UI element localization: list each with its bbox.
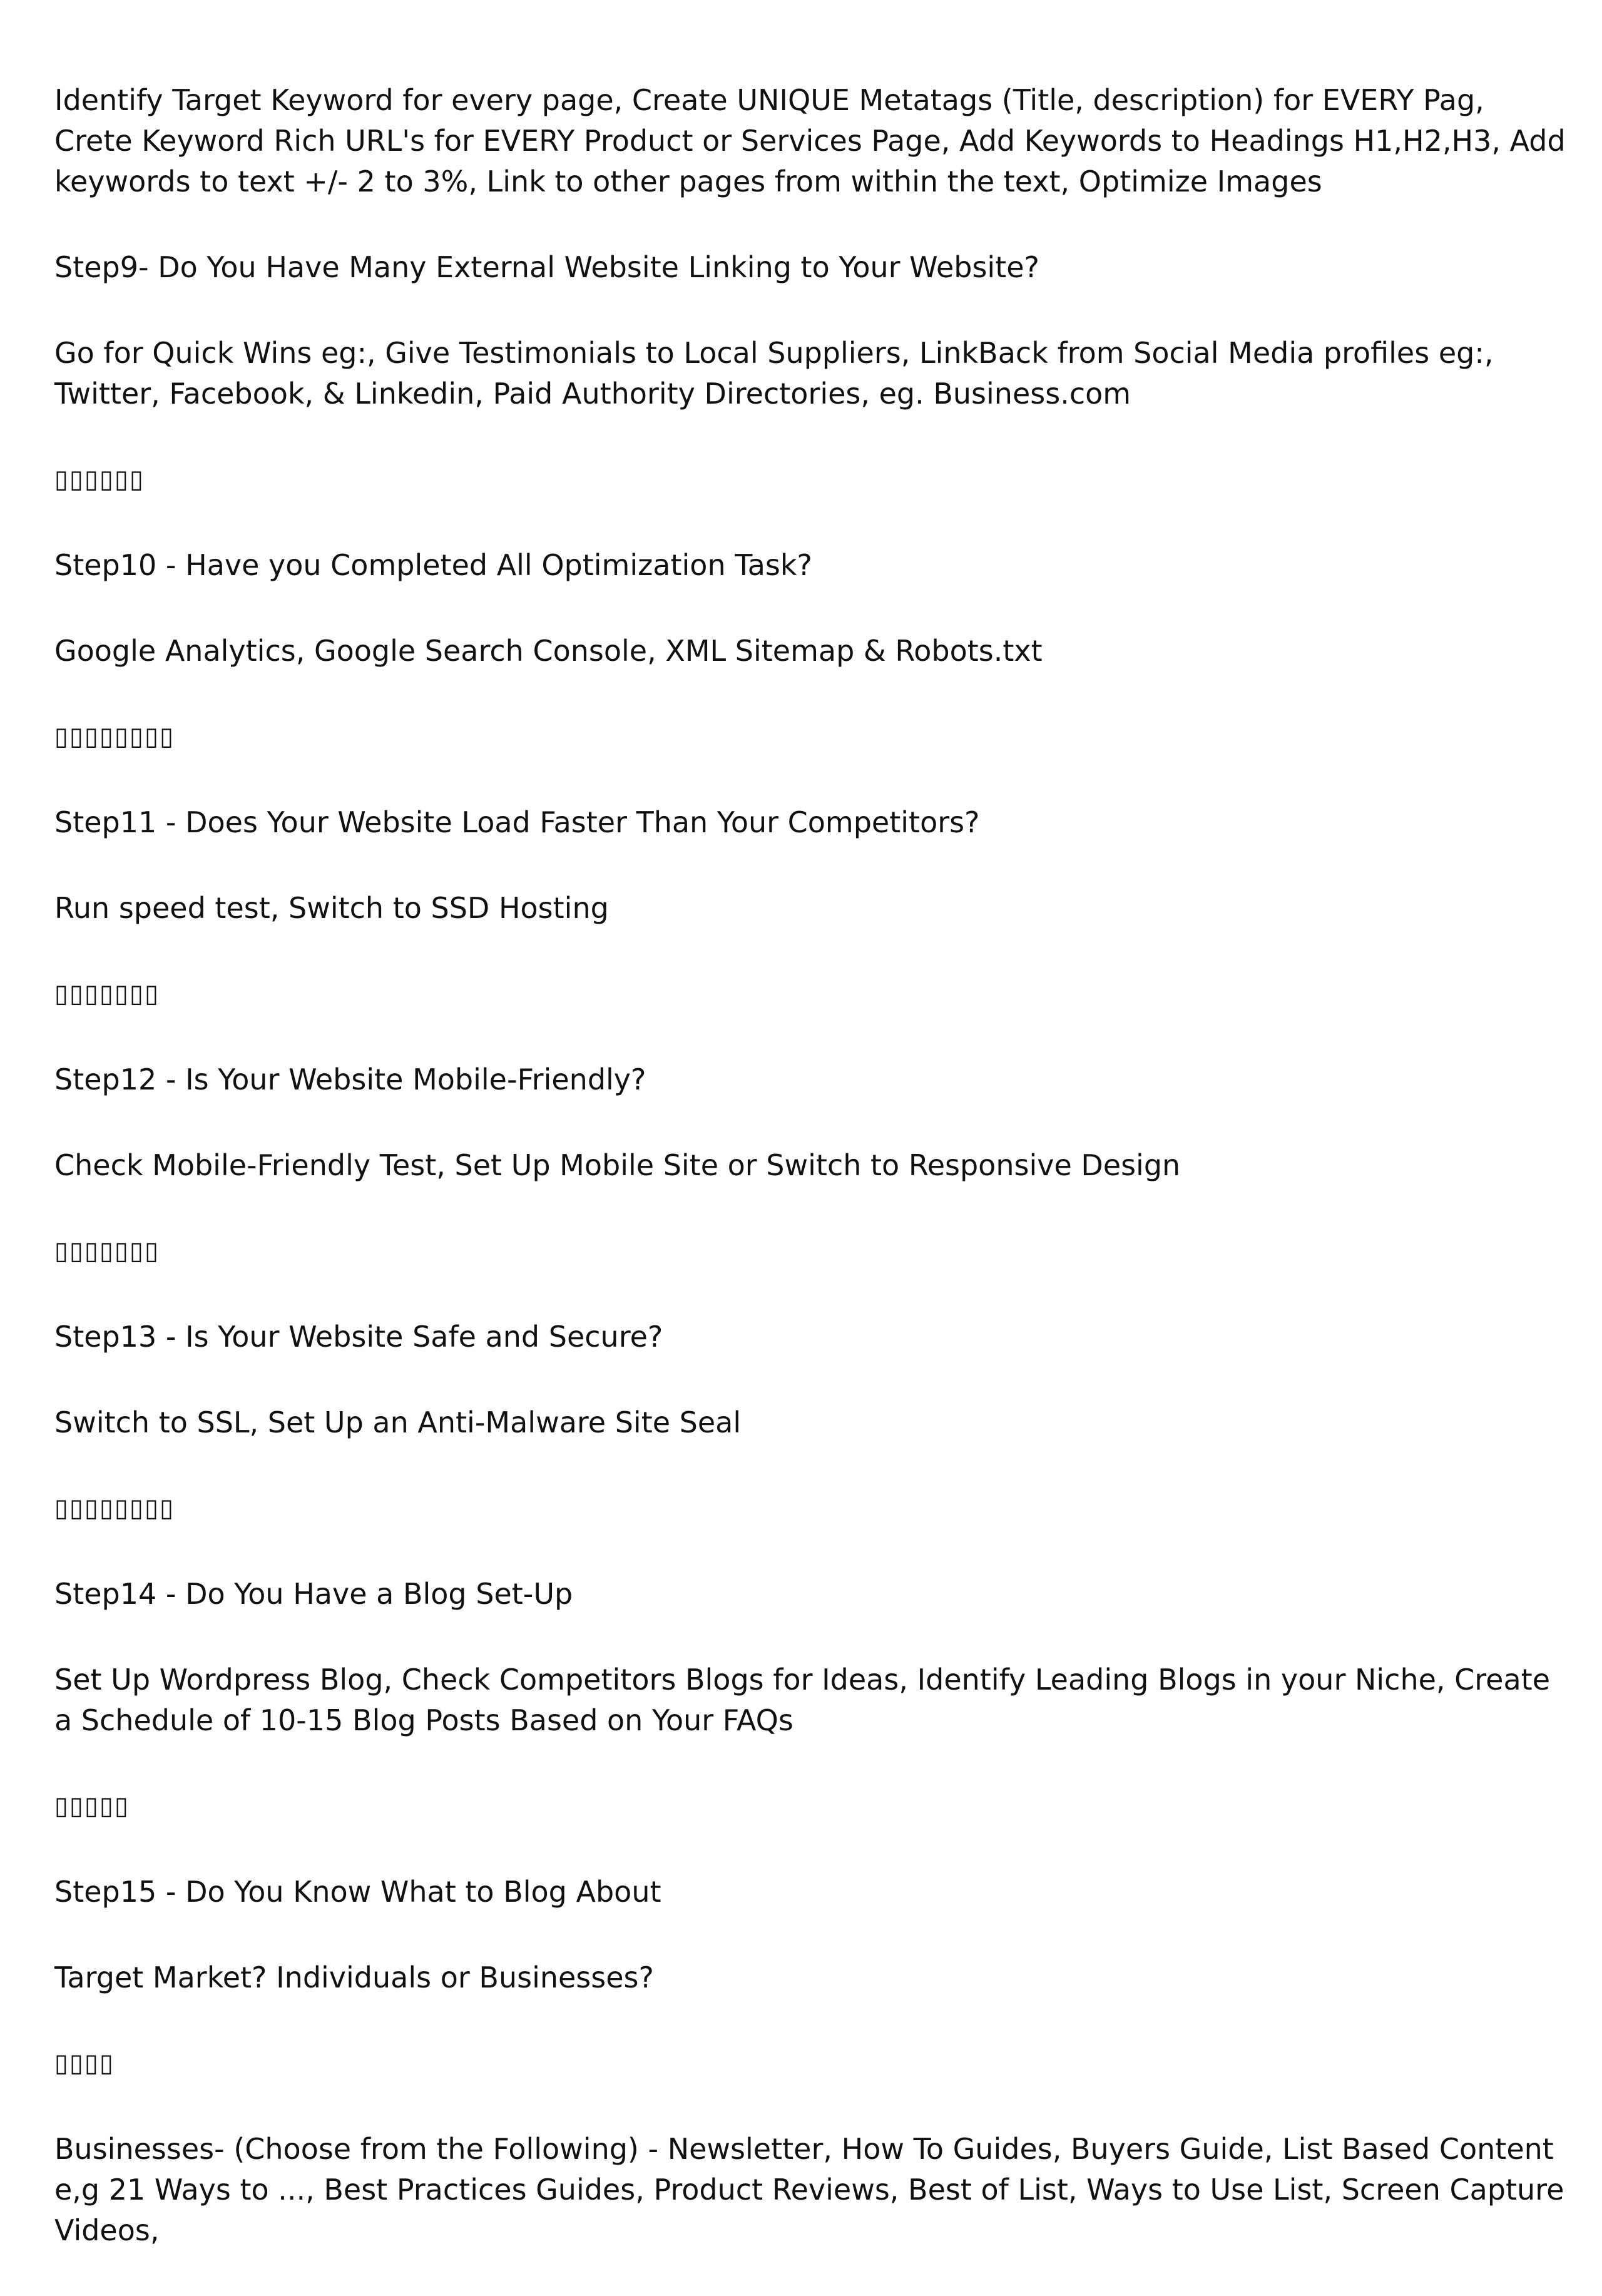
step9-heading: Step9- Do You Have Many External Website Linking to Your Website? [54, 250, 1039, 284]
step14-heading: Step14 - Do You Have a Blog Set-Up [54, 1577, 573, 1611]
step15-text: Target Market? Individuals or Businesses? [54, 1961, 654, 1994]
step12-heading: Step12 - Is Your Website Mobile-Friendly? [54, 1063, 646, 1096]
step15-heading: Step15 - Do You Know What to Blog About [54, 1875, 661, 1909]
missing-glyphs-4: ▯▯▯▯▯▯▯ [54, 1237, 160, 1265]
step13-heading: Step13 - Is Your Website Safe and Secure? [54, 1320, 663, 1354]
missing-glyphs-5: ▯▯▯▯▯▯▯▯ [54, 1494, 175, 1523]
step9-text: Go for Quick Wins eg:, Give Testimonials to Local Suppliers, LinkBack from Social Media profiles eg:, Twitter, Facebook, & Linkedin, Paid Authority Directories, eg. Business.com [54, 336, 1494, 411]
step10-heading: Step10 - Have you Completed All Optimization Task? [54, 548, 812, 582]
missing-glyphs-2: ▯▯▯▯▯▯▯▯ [54, 722, 175, 751]
step14-text: Set Up Wordpress Blog, Check Competitors Blogs for Ideas, Identify Leading Blogs in your Niche, Create a Schedule of 10-15 Blog Posts Based on Your FAQs [54, 1663, 1551, 1737]
step13-text: Switch to SSL, Set Up an Anti-Malware Site Seal [54, 1406, 742, 1439]
document-body [54, 80, 1569, 2296]
step11-text: Run speed test, Switch to SSD Hosting [54, 891, 609, 925]
step10-text: Google Analytics, Google Search Console, XML Sitemap & Robots.txt [54, 634, 1043, 668]
missing-glyphs-3: ▯▯▯▯▯▯▯ [54, 979, 160, 1008]
step11-heading: Step11 - Does Your Website Load Faster Than Your Competitors? [54, 805, 980, 839]
seo-tasks-text: Identify Target Keyword for every page, Create UNIQUE Metatags (Title, description) for EVERY Pag, Crete Keyword Rich URL's for EVERY Product or Services Page, Add Keywords to Headings H1,H2,H3, Add keywords to text +/- 2 to 3%, Link to other pages from within the text, Optimize Images [54, 83, 1566, 198]
businesses-text: Businesses- (Choose from the Following) - Newsletter, How To Guides, Buyers Guide, List Based Content e,g 21 Ways to ..., Best Practices Guides, Product Reviews, Best of List, Ways to Use List, Screen Capture Videos, [54, 2132, 1564, 2247]
missing-glyphs-1: ▯▯▯▯▯▯ [54, 465, 145, 494]
missing-glyphs-7: ▯▯▯▯ [54, 2049, 115, 2078]
missing-glyphs-6: ▯▯▯▯▯ [54, 1792, 130, 1820]
step12-text: Check Mobile-Friendly Test, Set Up Mobile Site or Switch to Responsive Design [54, 1148, 1181, 1182]
